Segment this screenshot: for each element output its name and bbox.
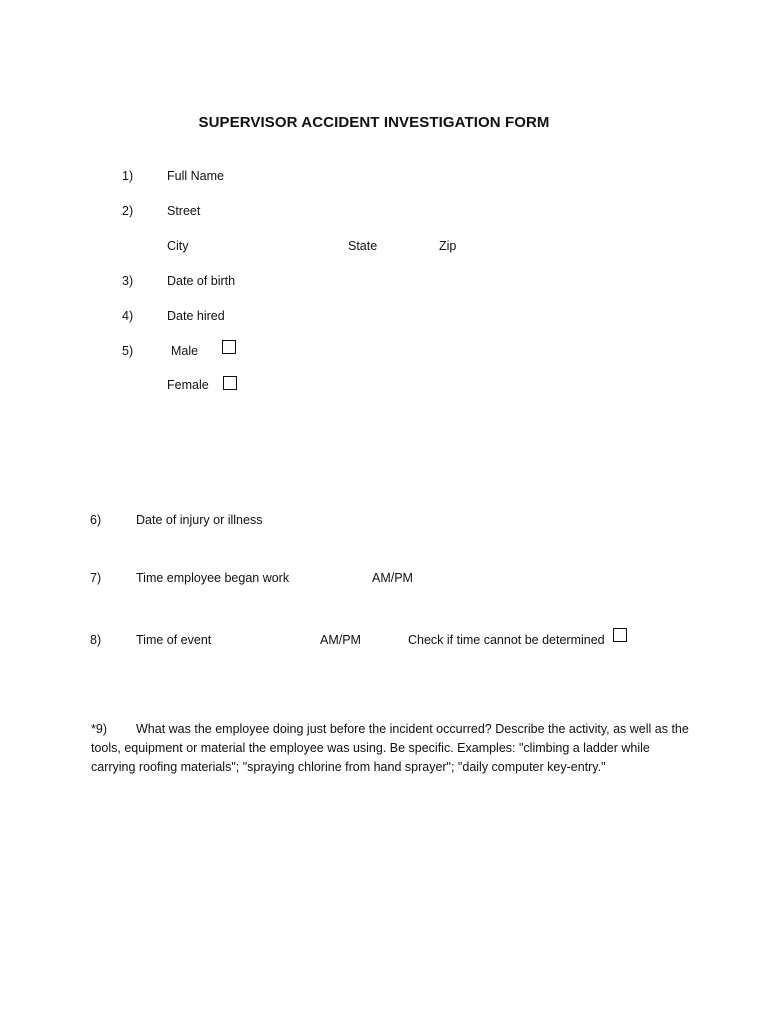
item-number: 4) [122, 309, 134, 323]
female-label: Female [167, 378, 209, 392]
street-label: Street [167, 204, 201, 218]
ampm-label: AM/PM [320, 633, 361, 647]
injury-date-label: Date of injury or illness [136, 513, 263, 527]
state-label: State [348, 239, 378, 253]
question-9 [91, 720, 691, 777]
time-undetermined-checkbox[interactable] [613, 628, 627, 642]
item-number: 6) [90, 513, 102, 527]
item-number: 3) [122, 274, 134, 288]
date-of-birth-label: Date of birth [167, 274, 236, 288]
item-number: *9) [91, 722, 107, 736]
male-checkbox[interactable] [222, 340, 236, 354]
ampm-label: AM/PM [372, 571, 413, 585]
female-checkbox[interactable] [223, 376, 237, 390]
item-number: 1) [122, 169, 134, 183]
date-hired-label: Date hired [167, 309, 225, 323]
zip-label: Zip [439, 239, 457, 253]
male-label: Male [171, 344, 199, 358]
question-9-text: What was the employee doing just before the incident occurred? Describe the activity, as well as the tools, equipment or material the employee was using. Be specific. Examples: "climbing a ladder while carrying roofing materials"; "spraying chlorine from hand sprayer"; "daily computer key-entry." [91, 722, 689, 774]
full-name-label: Full Name [167, 169, 224, 183]
item-number: 7) [90, 571, 102, 585]
item-number: 5) [122, 344, 134, 358]
city-label: City [167, 239, 189, 253]
item-number: 2) [122, 204, 134, 218]
time-of-event-label: Time of event [136, 633, 212, 647]
item-number: 8) [90, 633, 102, 647]
time-began-work-label: Time employee began work [136, 571, 290, 585]
time-undetermined-label: Check if time cannot be determined [408, 633, 605, 647]
form-title: SUPERVISOR ACCIDENT INVESTIGATION FORM [198, 114, 550, 131]
